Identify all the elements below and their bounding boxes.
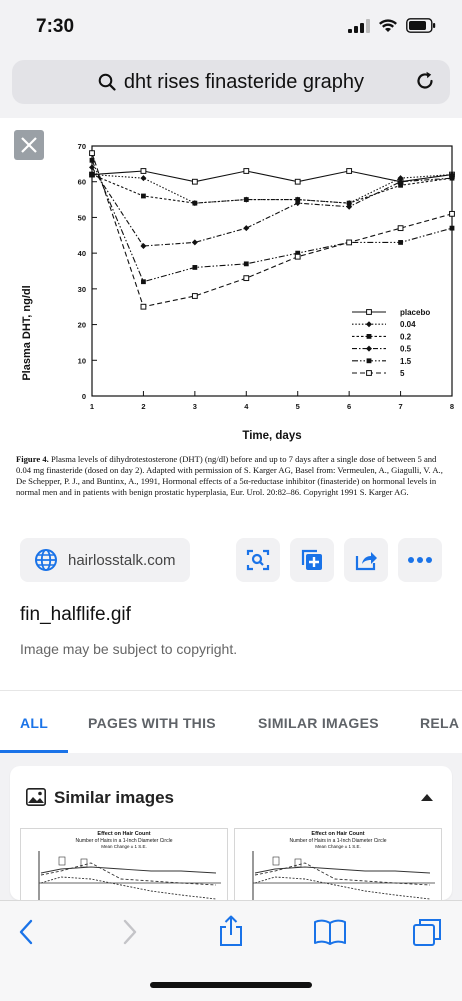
figure-text: Plasma levels of dihydrotestosterone (DHT) (ng/dl) before and up to 7 days after a single dose of between 5 and 0.04 mg finasteride (dosed on day 2). Adapted with permission of S. Karger AG, Basel from: Vermeulen, A., Giagulli, V. A., De Schepper, P. J., and Buntinx, A., 1991, Hormonal effects of a 5α-reductase inhibitor (finasteride) on hormonal levels in normal men and in patients with benign prostatic hyperplasia, Eur. Urol. 20:82–86. Copyright 1991 S. Karger AG. — [16, 454, 443, 497]
tab-all[interactable]: ALL — [20, 715, 49, 731]
similar-image-thumb-1[interactable] — [20, 828, 228, 900]
data-point — [398, 226, 403, 231]
y-tick-label: 70 — [77, 142, 86, 151]
chart-series — [89, 151, 455, 309]
thumb-title: Effect on Hair Count — [97, 831, 151, 837]
legend-label: 1.5 — [400, 356, 412, 366]
data-point — [244, 169, 249, 174]
data-point — [295, 179, 300, 184]
series-line — [92, 175, 452, 204]
x-tick-label: 3 — [192, 402, 197, 411]
y-tick-label: 10 — [77, 356, 86, 366]
data-point — [243, 225, 249, 231]
legend-entry — [352, 320, 416, 329]
status-icons — [348, 18, 436, 33]
chart-legend — [352, 308, 430, 378]
data-point — [192, 179, 197, 184]
legend-marker — [367, 358, 372, 363]
data-point — [347, 240, 352, 245]
lens-icon — [246, 548, 270, 572]
bookmarks-icon[interactable] — [313, 918, 347, 946]
similar-images-card — [10, 766, 452, 900]
x-tick-label: 6 — [347, 402, 352, 411]
data-point — [450, 211, 455, 216]
legend-marker — [367, 310, 372, 315]
y-tick-label: 60 — [77, 177, 86, 187]
thumb-title: Effect on Hair Count — [311, 831, 365, 837]
tab-related[interactable]: RELA — [420, 715, 460, 731]
data-point — [141, 169, 146, 174]
image-viewer — [0, 118, 462, 520]
legend-entry — [352, 357, 412, 366]
data-point — [398, 240, 403, 245]
data-point — [141, 279, 146, 284]
tabs-icon[interactable] — [412, 917, 442, 947]
data-point — [192, 265, 197, 270]
legend-marker — [366, 321, 372, 327]
share-arrow-icon — [354, 548, 378, 572]
similar-image-thumb-2[interactable] — [234, 828, 442, 900]
data-point — [140, 175, 146, 181]
battery-icon — [406, 18, 436, 33]
legend-label: 5 — [400, 369, 405, 378]
data-point — [244, 197, 249, 202]
search-icon — [98, 73, 116, 91]
thumb-subtitle-2: Mean Change ± 1 S.E. — [101, 844, 147, 849]
result-tabs — [0, 690, 462, 753]
legend-label: placebo — [400, 308, 431, 317]
copyright-notice: Image may be subject to copyright. — [20, 641, 238, 657]
collapse-chevron-icon[interactable] — [420, 792, 434, 802]
data-point — [295, 254, 300, 259]
data-point — [192, 294, 197, 299]
legend-label: 0.5 — [400, 344, 412, 354]
legend-entry — [352, 308, 430, 317]
thumb-mini-chart — [21, 849, 227, 900]
figure-label: Figure 4. — [16, 454, 49, 464]
data-point — [450, 226, 455, 231]
x-tick-label: 1 — [89, 402, 95, 411]
active-tab-indicator — [0, 750, 68, 753]
back-chevron-icon[interactable] — [18, 919, 34, 945]
thumb-subtitle: Number of Hairs in a 1-Inch Diameter Circle — [289, 838, 387, 844]
search-query[interactable]: dht rises finasteride graphy — [123, 70, 365, 93]
y-axis-label: Plasma DHT, ng/dl — [21, 285, 33, 381]
data-point — [244, 276, 249, 281]
x-tick-label: 8 — [449, 402, 455, 411]
y-tick-label: 20 — [77, 320, 86, 330]
legend-entry — [352, 369, 405, 378]
data-point — [141, 304, 146, 309]
y-tick-label: 0 — [81, 392, 86, 401]
figure-caption — [16, 454, 448, 498]
data-point — [244, 261, 249, 266]
x-tick-label: 4 — [244, 402, 249, 411]
y-tick-label: 50 — [77, 213, 86, 223]
address-bar[interactable] — [12, 60, 450, 104]
data-point — [90, 158, 95, 163]
more-options-button[interactable] — [398, 538, 442, 582]
similar-images-title: Similar images — [54, 788, 175, 807]
source-site-label: hairlosstalk.com — [68, 551, 176, 569]
forward-chevron-icon[interactable] — [122, 919, 138, 945]
chart-axes — [78, 142, 454, 411]
legend-marker — [366, 346, 372, 352]
data-point — [90, 172, 95, 177]
status-time: 7:30 — [36, 16, 75, 37]
globe-icon — [34, 548, 58, 572]
legend-entry — [352, 345, 412, 354]
lens-button[interactable] — [236, 538, 280, 582]
dht-line-chart — [0, 118, 462, 448]
data-point — [90, 151, 95, 156]
series-5 — [90, 151, 455, 309]
tab-similar-images[interactable]: SIMILAR IMAGES — [258, 715, 379, 731]
tab-pages-with-this[interactable]: PAGES WITH THIS — [88, 715, 216, 731]
home-indicator — [150, 982, 312, 988]
status-bar — [0, 0, 462, 56]
thumb-mini-chart — [235, 849, 441, 900]
thumb-subtitle: Number of Hairs in a 1-Inch Diameter Circle — [75, 838, 173, 844]
x-axis-label: Time, days — [242, 430, 302, 442]
source-site-chip[interactable] — [20, 538, 190, 582]
add-to-collection-button[interactable] — [290, 538, 334, 582]
share-button[interactable] — [344, 538, 388, 582]
image-info-panel — [0, 520, 462, 690]
more-dots-icon — [407, 556, 433, 564]
data-point — [347, 169, 352, 174]
wifi-icon — [378, 18, 398, 33]
data-point — [192, 239, 198, 245]
legend-marker — [367, 334, 372, 339]
x-tick-label: 7 — [398, 402, 403, 411]
y-tick-label: 40 — [77, 249, 86, 259]
share-icon[interactable] — [218, 915, 244, 947]
thumb-subtitle-2: Mean Change ± 1 S.E. — [315, 844, 361, 849]
data-point — [192, 201, 197, 206]
y-tick-label: 30 — [77, 284, 86, 294]
image-filename: fin_halflife.gif — [20, 604, 131, 625]
collection-add-icon — [300, 548, 324, 572]
legend-label: 0.04 — [400, 320, 416, 330]
image-icon — [26, 788, 46, 806]
data-point — [141, 194, 146, 199]
x-tick-label: 2 — [141, 402, 146, 411]
legend-label: 0.2 — [400, 332, 412, 342]
signal-icon — [348, 19, 370, 33]
data-point — [140, 243, 146, 249]
x-tick-label: 5 — [295, 402, 300, 411]
legend-entry — [352, 332, 412, 341]
reload-icon[interactable] — [414, 70, 436, 92]
legend-marker — [367, 371, 372, 376]
